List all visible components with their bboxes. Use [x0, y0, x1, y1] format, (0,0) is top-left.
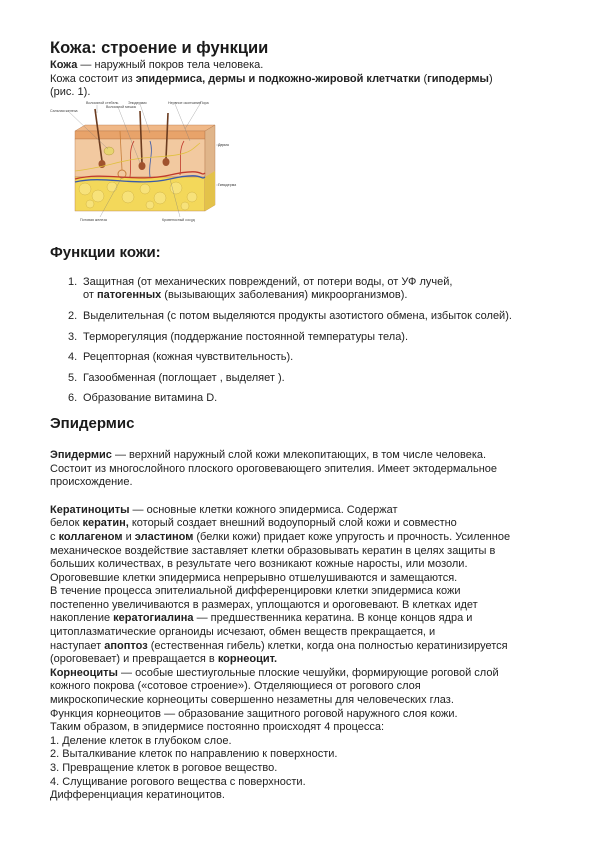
term-skin: Кожа [50, 59, 78, 71]
figure-label-hypodermis: Гиподерма [218, 182, 237, 187]
list-item: 1. Защитная (от механических повреждений, от потери воды, от УФ лучей, от патогенных (вызывающих заболевания) микроорганизмов). [68, 275, 453, 302]
list-item: 2. Выталкивание клеток по направлению к поверхности. [50, 748, 338, 761]
list-item: 3. Терморегуляция (поддержание постоянной температуры тела). [68, 330, 409, 343]
intro-line-3: (рис. 1). [50, 86, 91, 99]
list-item: 4. Слущивание рогового вещества с поверхности. [50, 775, 306, 788]
list-item: 2. Выделительная (с потом выделяются продукты азотистого обмена, избыток солей). [68, 309, 512, 322]
intro-line-2: Кожа состоит из эпидермиса, дермы и подкожно-жировой клетчатки (гиподермы) [50, 72, 493, 85]
page-title: Кожа: строение и функции [50, 39, 269, 57]
figure-label-epidermis: Эпидермис [128, 100, 147, 105]
document-page [50, 38, 565, 803]
epidermis-heading: Эпидермис [50, 414, 135, 432]
functions-list [68, 276, 565, 406]
list-item: 1. Деление клеток в глубоком слое. [50, 734, 232, 747]
list-item: 3. Превращение клеток в роговое вещество. [50, 762, 278, 774]
figure-label-sebaceous: Сальная железа [50, 108, 78, 113]
figure-label-hair-follicle: Волосяной мешок [106, 104, 137, 109]
figure-label-nerve: Нервное окончание [168, 100, 201, 105]
figure-label-blood-vessel: Кровеносный сосуд [162, 217, 195, 222]
skin-cross-section-illustration [50, 101, 225, 223]
skin-structure-figure [50, 100, 237, 223]
figure-label-pore: Пора [200, 100, 209, 105]
functions-heading: Функции кожи: [50, 243, 161, 261]
epidermis-definition: Эпидермис — верхний наружный слой кожи млекопитающих, в том числе человека. Состоит из многослойного плоского ороговевающего эпителия. Имеет эктодермальное происхождение. [50, 448, 498, 489]
list-item: 5. Газообменная (поглощает , выделяет ). [68, 371, 285, 384]
keratinocytes-section: Кератиноциты — основные клетки кожного эпидермиса. Содержат белок кератин, который создает внешний водоупорный слой кожи и совместно с коллагеном и эластином (белки кожи) придает коже упругость и прочность. Усиленное механическое воздействие заставляет клетки образовывать кератин в целях защиты в больших количествах, в результате чего возникают кожные наросты, или мозоли. Ороговевшие клетки эпидермиса непрерывно отшелушиваются и замещаются. В течение процесса эпителиальной дифференцировки клетки эпидермиса кожи постепенно увеличиваются в размерах, уплощаются и ороговевают. В клетках идет накопление кератогиалина — предшественника кератина. В конце концов ядра и цитоплазматические органоиды исчезают, обмен веществ прекращается, и наступает апоптоз (естественная гибель) клетки, когда она полностью кератинизируется (ороговевает) и превращается в корнеоцит. Корнеоциты — особые шестиугольные плоские чешуйки, формирующие роговой слой кожного покрова («сотовое строение»). Отделяющиеся от рогового слоя микроскопические корнеоциты совершенно незаметны для человеческих глаз. Функция корнеоцитов — образование защитного роговой наружного слоя кожи. Таким образом, в эпидермисе постоянно происходят 4 процесса: 1. Деление клеток в глубоком слое. 2. Выталкивание клеток по направлению к поверхности. 3. Превращение клеток в роговое вещество. 4. Слущивание рогового вещества с поверхности. Дифференциация кератиноцитов. [50, 504, 565, 803]
list-item: 4. Рецепторная (кожная чувствительность). [68, 351, 294, 364]
figure-label-hair-shaft: Волосяной стебель [86, 100, 119, 105]
list-item: 6. Образование витамина D. [68, 392, 218, 405]
figure-label-dermis: Дерма [218, 142, 229, 147]
intro-line-1: Кожа — наружный покров тела человека. [50, 59, 264, 71]
figure-label-sweat-gland: Потовая железа [80, 217, 107, 222]
